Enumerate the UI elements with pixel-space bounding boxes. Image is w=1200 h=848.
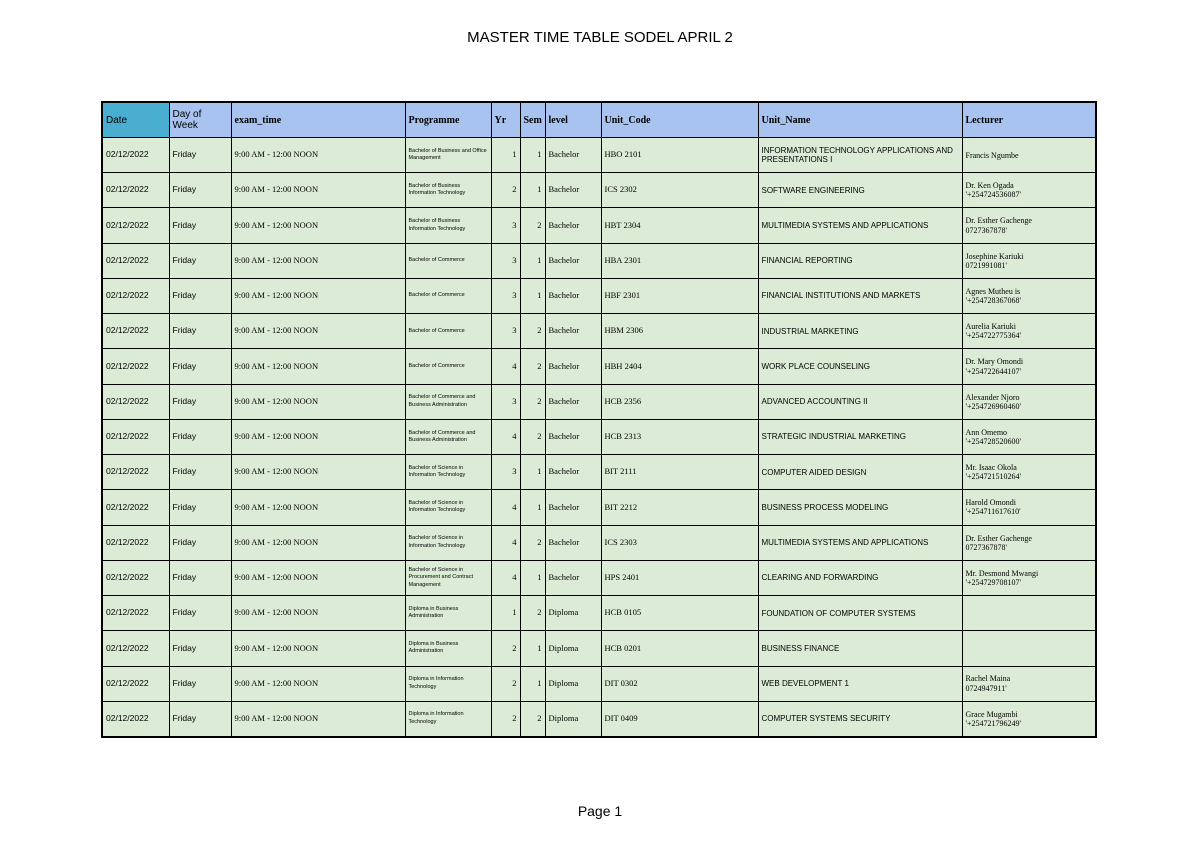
cell-lecturer: [962, 419, 1096, 454]
cell-date: 02/12/2022: [102, 596, 169, 631]
cell-exam-time: 9:00 AM - 12:00 NOON: [231, 596, 405, 631]
table-row: [102, 525, 1096, 560]
cell-unit-name: MULTIMEDIA SYSTEMS AND APPLICATIONS: [758, 525, 962, 560]
table-row: [102, 384, 1096, 419]
lecturer-name: Mr. Isaac Okola: [965, 463, 1017, 473]
cell-yr: 4: [491, 490, 520, 525]
cell-level: Bachelor: [545, 525, 601, 560]
cell-lecturer: [962, 560, 1096, 595]
cell-unit-code: HBO 2101: [601, 138, 758, 173]
cell-date: 02/12/2022: [102, 525, 169, 560]
cell-sem: 2: [520, 525, 545, 560]
lecturer-phone: '+254726960460': [965, 401, 1021, 411]
cell-lecturer: [962, 525, 1096, 560]
cell-date: 02/12/2022: [102, 701, 169, 737]
lecturer-phone: '+254729708107': [965, 577, 1021, 587]
cell-yr: 2: [491, 173, 520, 208]
cell-programme: Bachelor of Business Information Technology: [405, 208, 491, 243]
page-number: Page 1: [577, 803, 623, 819]
lecturer-name: Rachel Maina: [965, 674, 1011, 684]
cell-unit-code: HBF 2301: [601, 278, 758, 313]
cell-sem: 2: [520, 208, 545, 243]
cell-day: Friday: [169, 349, 231, 384]
cell-day: Friday: [169, 701, 231, 737]
table-row: [102, 419, 1096, 454]
cell-sem: 1: [520, 666, 545, 701]
cell-date: 02/12/2022: [102, 419, 169, 454]
lecturer-phone: '+254722775364': [965, 331, 1021, 341]
cell-date: 02/12/2022: [102, 631, 169, 666]
cell-unit-code: HCB 0105: [601, 596, 758, 631]
cell-programme: Bachelor of Commerce and Business Administration: [405, 384, 491, 419]
column-header-day: Day of Week: [169, 102, 231, 138]
cell-lecturer: [962, 349, 1096, 384]
cell-unit-code: DIT 0409: [601, 701, 758, 737]
cell-exam-time: 9:00 AM - 12:00 NOON: [231, 666, 405, 701]
cell-unit-code: HCB 2313: [601, 419, 758, 454]
cell-sem: 2: [520, 701, 545, 737]
cell-programme: Bachelor of Commerce: [405, 278, 491, 313]
cell-day: Friday: [169, 138, 231, 173]
cell-lecturer: [962, 701, 1096, 737]
cell-unit-name: ADVANCED ACCOUNTING II: [758, 384, 962, 419]
cell-sem: 1: [520, 560, 545, 595]
cell-sem: 2: [520, 419, 545, 454]
cell-yr: 3: [491, 455, 520, 490]
cell-date: 02/12/2022: [102, 243, 169, 278]
cell-unit-code: ICS 2303: [601, 525, 758, 560]
cell-date: 02/12/2022: [102, 490, 169, 525]
column-header-exam-time: exam_time: [231, 102, 405, 138]
cell-unit-code: HBH 2404: [601, 349, 758, 384]
cell-exam-time: 9:00 AM - 12:00 NOON: [231, 419, 405, 454]
cell-day: Friday: [169, 455, 231, 490]
cell-unit-name: SOFTWARE ENGINEERING: [758, 173, 962, 208]
cell-programme: Bachelor of Commerce: [405, 243, 491, 278]
cell-level: Bachelor: [545, 419, 601, 454]
table-row: [102, 138, 1096, 173]
cell-unit-code: HBT 2304: [601, 208, 758, 243]
cell-exam-time: 9:00 AM - 12:00 NOON: [231, 138, 405, 173]
cell-yr: 2: [491, 631, 520, 666]
lecturer-name: Aurelia Kariuki: [965, 322, 1016, 332]
column-header-date: Date: [102, 102, 169, 138]
table-row: [102, 314, 1096, 349]
lecturer-phone: 0724947911': [965, 683, 1007, 693]
lecturer-phone: '+254711617610': [965, 507, 1021, 517]
cell-level: Bachelor: [545, 208, 601, 243]
cell-exam-time: 9:00 AM - 12:00 NOON: [231, 631, 405, 666]
cell-level: Bachelor: [545, 278, 601, 313]
cell-yr: 4: [491, 560, 520, 595]
lecturer-phone: '+254721796249': [965, 718, 1021, 728]
cell-day: Friday: [169, 631, 231, 666]
cell-sem: 2: [520, 314, 545, 349]
cell-programme: Bachelor of Business Information Technology: [405, 173, 491, 208]
lecturer-phone: 0727367878': [965, 225, 1007, 235]
lecturer-name: Grace Mugambi: [965, 709, 1018, 719]
cell-programme: Diploma in Information Technology: [405, 666, 491, 701]
cell-yr: 4: [491, 419, 520, 454]
cell-programme: Bachelor of Science in Procurement and Contract Management: [405, 560, 491, 595]
cell-unit-code: DIT 0302: [601, 666, 758, 701]
cell-unit-name: INDUSTRIAL MARKETING: [758, 314, 962, 349]
cell-day: Friday: [169, 666, 231, 701]
cell-programme: Bachelor of Science in Information Technology: [405, 490, 491, 525]
cell-day: Friday: [169, 278, 231, 313]
cell-exam-time: 9:00 AM - 12:00 NOON: [231, 314, 405, 349]
cell-exam-time: 9:00 AM - 12:00 NOON: [231, 701, 405, 737]
table-row: [102, 349, 1096, 384]
cell-exam-time: 9:00 AM - 12:00 NOON: [231, 173, 405, 208]
table-row: [102, 243, 1096, 278]
lecturer-name: Ann Omemo: [965, 427, 1008, 437]
cell-unit-code: HCB 2356: [601, 384, 758, 419]
cell-exam-time: 9:00 AM - 12:00 NOON: [231, 560, 405, 595]
cell-date: 02/12/2022: [102, 278, 169, 313]
cell-yr: 3: [491, 384, 520, 419]
cell-date: 02/12/2022: [102, 208, 169, 243]
cell-sem: 1: [520, 490, 545, 525]
column-header-unit-code: Unit_Code: [601, 102, 758, 138]
cell-day: Friday: [169, 525, 231, 560]
cell-yr: 3: [491, 314, 520, 349]
cell-level: Diploma: [545, 666, 601, 701]
cell-day: Friday: [169, 596, 231, 631]
cell-lecturer: [962, 384, 1096, 419]
table-header: [102, 102, 1096, 138]
cell-date: 02/12/2022: [102, 384, 169, 419]
cell-unit-name: COMPUTER AIDED DESIGN: [758, 455, 962, 490]
cell-level: Bachelor: [545, 384, 601, 419]
lecturer-phone: '+254728520600': [965, 436, 1021, 446]
lecturer-phone: '+254728367068': [965, 296, 1021, 306]
lecturer-name: Josephine Kariuki: [965, 251, 1024, 261]
lecturer-phone: 0721991081': [965, 260, 1007, 270]
cell-unit-name: FINANCIAL INSTITUTIONS AND MARKETS: [758, 278, 962, 313]
cell-sem: 1: [520, 631, 545, 666]
cell-programme: Diploma in Business Administration: [405, 596, 491, 631]
cell-level: Bachelor: [545, 490, 601, 525]
cell-lecturer: [962, 666, 1096, 701]
cell-lecturer: [962, 314, 1096, 349]
cell-programme: Bachelor of Commerce and Business Administration: [405, 419, 491, 454]
cell-programme: Diploma in Business Administration: [405, 631, 491, 666]
column-header-sem: Sem: [520, 102, 545, 138]
cell-unit-code: HBA 2301: [601, 243, 758, 278]
cell-lecturer: [962, 278, 1096, 313]
cell-yr: 3: [491, 243, 520, 278]
cell-date: 02/12/2022: [102, 666, 169, 701]
cell-day: Friday: [169, 243, 231, 278]
timetable: [101, 101, 1097, 738]
cell-unit-name: FOUNDATION OF COMPUTER SYSTEMS: [758, 596, 962, 631]
table-row: [102, 455, 1096, 490]
lecturer-name: Agnes Mutheu is: [965, 286, 1021, 296]
cell-lecturer: [962, 455, 1096, 490]
cell-unit-name: MULTIMEDIA SYSTEMS AND APPLICATIONS: [758, 208, 962, 243]
cell-yr: 3: [491, 278, 520, 313]
cell-exam-time: 9:00 AM - 12:00 NOON: [231, 278, 405, 313]
cell-unit-name: STRATEGIC INDUSTRIAL MARKETING: [758, 419, 962, 454]
table-row: [102, 560, 1096, 595]
cell-day: Friday: [169, 314, 231, 349]
lecturer-name: Francis Ngumbe: [965, 150, 1019, 160]
cell-yr: 2: [491, 701, 520, 737]
column-header-lecturer: Lecturer: [962, 102, 1096, 138]
cell-sem: 2: [520, 349, 545, 384]
cell-unit-code: BIT 2212: [601, 490, 758, 525]
cell-level: Bachelor: [545, 560, 601, 595]
column-header-unit-name: Unit_Name: [758, 102, 962, 138]
cell-date: 02/12/2022: [102, 314, 169, 349]
lecturer-name: Dr. Esther Gachenge: [965, 216, 1032, 226]
cell-yr: 4: [491, 349, 520, 384]
lecturer-phone: '+254721510264': [965, 472, 1021, 482]
cell-level: Diploma: [545, 596, 601, 631]
cell-programme: Bachelor of Commerce: [405, 314, 491, 349]
cell-sem: 1: [520, 243, 545, 278]
cell-lecturer: [962, 596, 1096, 631]
lecturer-phone: 0727367878': [965, 542, 1007, 552]
cell-day: Friday: [169, 419, 231, 454]
cell-exam-time: 9:00 AM - 12:00 NOON: [231, 455, 405, 490]
cell-lecturer: [962, 243, 1096, 278]
cell-unit-code: HCB 0201: [601, 631, 758, 666]
cell-unit-name: WORK PLACE COUNSELING: [758, 349, 962, 384]
cell-exam-time: 9:00 AM - 12:00 NOON: [231, 243, 405, 278]
cell-sem: 1: [520, 138, 545, 173]
cell-lecturer: [962, 631, 1096, 666]
lecturer-phone: '+254722644107': [965, 366, 1021, 376]
cell-level: Bachelor: [545, 314, 601, 349]
lecturer-name: Mr. Desmond Mwangi: [965, 568, 1039, 578]
cell-sem: 1: [520, 278, 545, 313]
cell-programme: Bachelor of Commerce: [405, 349, 491, 384]
cell-lecturer: [962, 208, 1096, 243]
cell-exam-time: 9:00 AM - 12:00 NOON: [231, 525, 405, 560]
cell-level: Diploma: [545, 701, 601, 737]
cell-unit-name: FINANCIAL REPORTING: [758, 243, 962, 278]
cell-date: 02/12/2022: [102, 560, 169, 595]
lecturer-name: Dr. Esther Gachenge: [965, 533, 1032, 543]
cell-day: Friday: [169, 490, 231, 525]
cell-sem: 2: [520, 384, 545, 419]
table-row: [102, 278, 1096, 313]
cell-lecturer: [962, 490, 1096, 525]
cell-programme: Bachelor of Science in Information Technology: [405, 455, 491, 490]
cell-level: Bachelor: [545, 138, 601, 173]
cell-sem: 1: [520, 173, 545, 208]
column-header-programme: Programme: [405, 102, 491, 138]
cell-date: 02/12/2022: [102, 349, 169, 384]
table-row: [102, 490, 1096, 525]
cell-unit-code: HPS 2401: [601, 560, 758, 595]
cell-programme: Diploma in Information Technology: [405, 701, 491, 737]
cell-exam-time: 9:00 AM - 12:00 NOON: [231, 384, 405, 419]
lecturer-name: Alexander Njoro: [965, 392, 1020, 402]
column-header-yr: Yr: [491, 102, 520, 138]
cell-unit-name: BUSINESS PROCESS MODELING: [758, 490, 962, 525]
cell-day: Friday: [169, 560, 231, 595]
cell-level: Bachelor: [545, 455, 601, 490]
cell-level: Bachelor: [545, 243, 601, 278]
cell-level: Bachelor: [545, 349, 601, 384]
column-header-level: level: [545, 102, 601, 138]
cell-yr: 1: [491, 138, 520, 173]
cell-date: 02/12/2022: [102, 173, 169, 208]
cell-unit-name: CLEARING AND FORWARDING: [758, 560, 962, 595]
lecturer-name: Harold Omondi: [965, 498, 1016, 508]
cell-exam-time: 9:00 AM - 12:00 NOON: [231, 490, 405, 525]
cell-date: 02/12/2022: [102, 455, 169, 490]
lecturer-name: Dr. Mary Omondi: [965, 357, 1024, 367]
table-body: [102, 138, 1096, 738]
cell-exam-time: 9:00 AM - 12:00 NOON: [231, 349, 405, 384]
table-row: [102, 701, 1096, 737]
cell-level: Diploma: [545, 631, 601, 666]
cell-unit-code: HBM 2306: [601, 314, 758, 349]
cell-unit-name: INFORMATION TECHNOLOGY APPLICATIONS AND PRESENTATIONS I: [758, 138, 962, 173]
cell-level: Bachelor: [545, 173, 601, 208]
table-row: [102, 666, 1096, 701]
cell-date: 02/12/2022: [102, 138, 169, 173]
cell-programme: Bachelor of Science in Information Technology: [405, 525, 491, 560]
cell-yr: 2: [491, 666, 520, 701]
cell-yr: 3: [491, 208, 520, 243]
cell-yr: 4: [491, 525, 520, 560]
page-title: MASTER TIME TABLE SODEL APRIL 2: [467, 29, 733, 46]
cell-day: Friday: [169, 208, 231, 243]
cell-day: Friday: [169, 384, 231, 419]
cell-unit-name: WEB DEVELOPMENT 1: [758, 666, 962, 701]
table-row: [102, 631, 1096, 666]
cell-unit-code: ICS 2302: [601, 173, 758, 208]
cell-sem: 2: [520, 596, 545, 631]
lecturer-name: Dr. Ken Ogada: [965, 181, 1014, 191]
cell-exam-time: 9:00 AM - 12:00 NOON: [231, 208, 405, 243]
cell-programme: Bachelor of Business and Office Management: [405, 138, 491, 173]
table-row: [102, 208, 1096, 243]
lecturer-phone: '+254724536087': [965, 190, 1021, 200]
cell-day: Friday: [169, 173, 231, 208]
cell-yr: 1: [491, 596, 520, 631]
cell-unit-name: BUSINESS FINANCE: [758, 631, 962, 666]
cell-sem: 1: [520, 455, 545, 490]
cell-lecturer: [962, 138, 1096, 173]
cell-lecturer: [962, 173, 1096, 208]
cell-unit-name: COMPUTER SYSTEMS SECURITY: [758, 701, 962, 737]
table-row: [102, 596, 1096, 631]
cell-unit-code: BIT 2111: [601, 455, 758, 490]
table-row: [102, 173, 1096, 208]
